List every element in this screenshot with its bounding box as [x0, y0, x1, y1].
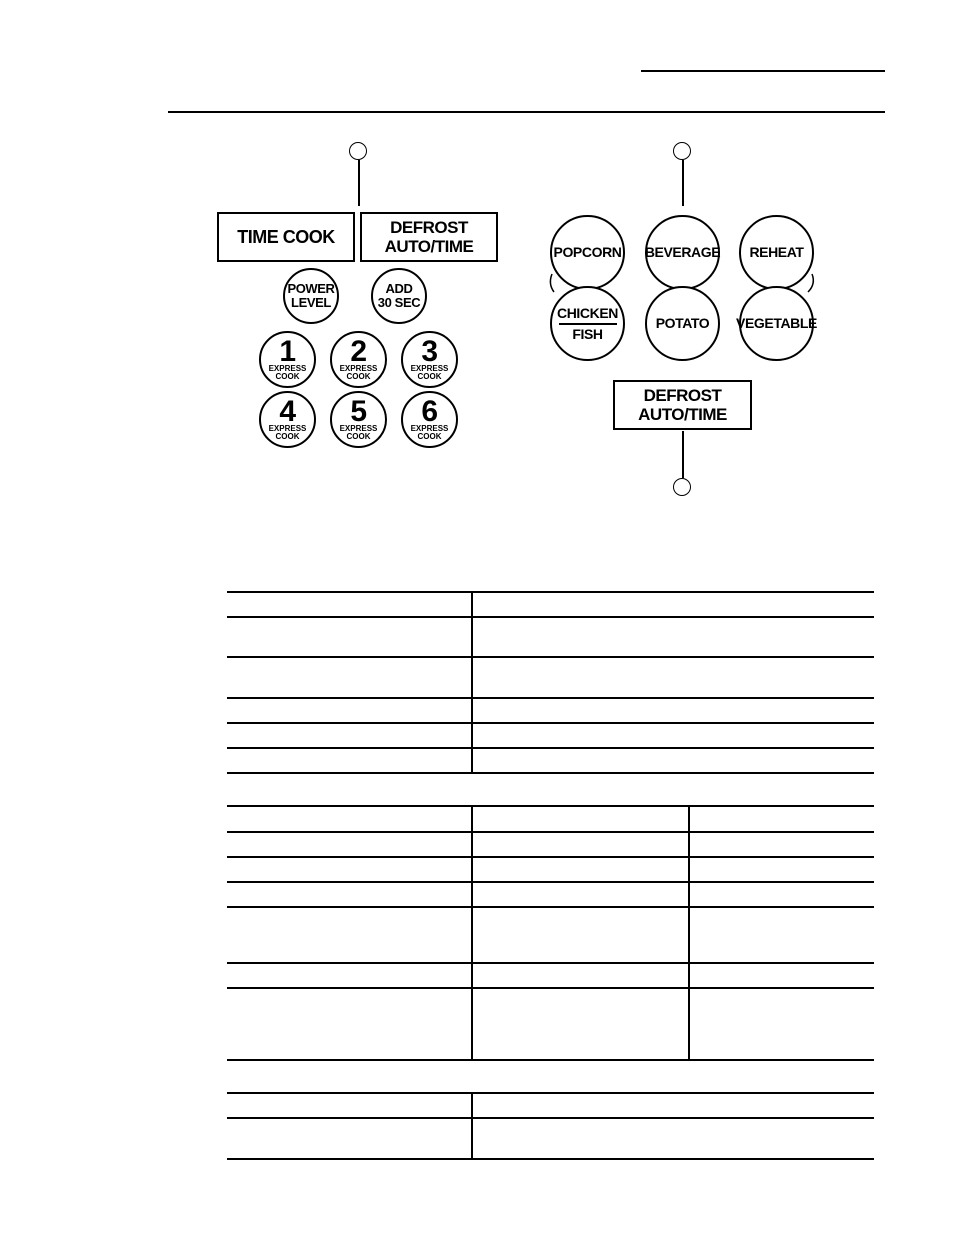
callout-circle-right-bottom	[673, 478, 691, 496]
table-rule	[227, 906, 874, 908]
table-rule	[227, 856, 874, 858]
table-rule	[227, 805, 874, 807]
add-30-sec-line1: ADD	[385, 281, 413, 296]
table-rule	[227, 656, 874, 658]
defrost-label-line2: AUTO/TIME	[384, 237, 474, 256]
table-rule	[227, 697, 874, 699]
reheat-label: REHEAT	[749, 244, 804, 260]
popcorn-label: POPCORN	[553, 244, 622, 260]
fish-label: FISH	[572, 325, 603, 342]
popcorn-button[interactable]	[550, 215, 625, 290]
table-rule	[227, 962, 874, 964]
table-rule	[227, 591, 874, 593]
power-level-line2: LEVEL	[291, 295, 331, 310]
time-cook-button[interactable]	[217, 212, 355, 262]
callout-leader-right-bottom	[682, 431, 684, 478]
defrost-label-line1: DEFROST	[643, 386, 722, 405]
beverage-label: BEVERAGE	[644, 244, 721, 260]
chicken-fish-divider	[559, 323, 617, 325]
express-cook-line2: COOK	[417, 431, 442, 441]
express-cook-line2: COOK	[417, 371, 442, 381]
defrost-auto-time-button-right[interactable]	[613, 380, 752, 430]
express-cook-line2: COOK	[275, 371, 300, 381]
express-cook-line1: EXPRESS	[410, 423, 449, 433]
express-cook-4-button[interactable]	[259, 391, 316, 448]
chicken-label: CHICKEN	[557, 304, 618, 321]
express-cook-6-button[interactable]	[401, 391, 458, 448]
callout-leader-right-top	[682, 160, 684, 206]
callout-leader-left	[358, 160, 360, 206]
express-cook-5-button[interactable]	[330, 391, 387, 448]
table-rule	[227, 1117, 874, 1119]
power-level-line1: POWER	[287, 281, 335, 296]
express-cook-3-button[interactable]	[401, 331, 458, 388]
express-cook-line1: EXPRESS	[268, 363, 307, 373]
express-cook-number: 3	[421, 334, 438, 368]
table-rule	[227, 722, 874, 724]
table-rule	[227, 881, 874, 883]
chicken-fish-button[interactable]	[550, 286, 625, 361]
time-cook-label: TIME COOK	[237, 226, 335, 247]
table-col-divider	[471, 805, 473, 1059]
table-rule	[227, 772, 874, 774]
express-cook-number: 6	[421, 394, 438, 428]
header-rule	[168, 111, 885, 113]
table-rule	[227, 1092, 874, 1094]
table-rule	[227, 987, 874, 989]
express-cook-line1: EXPRESS	[410, 363, 449, 373]
table-rule	[227, 831, 874, 833]
express-cook-number: 2	[350, 334, 367, 368]
express-cook-line1: EXPRESS	[339, 423, 378, 433]
power-level-button[interactable]	[283, 268, 339, 324]
table-rule	[227, 616, 874, 618]
defrost-label-line2: AUTO/TIME	[638, 405, 727, 424]
vegetable-label: VEGETABLE	[736, 315, 817, 331]
express-cook-number: 1	[279, 334, 296, 368]
express-cook-line2: COOK	[346, 371, 371, 381]
table-col-divider	[471, 591, 473, 772]
express-cook-number: 4	[279, 394, 296, 428]
defrost-auto-time-button[interactable]	[360, 212, 498, 262]
callout-circle-right-top	[673, 142, 691, 160]
table-col-divider	[471, 1092, 473, 1158]
express-cook-line2: COOK	[346, 431, 371, 441]
table-col-divider	[688, 805, 690, 1059]
express-cook-line2: COOK	[275, 431, 300, 441]
beverage-button[interactable]	[645, 215, 720, 290]
defrost-label-line1: DEFROST	[390, 218, 468, 237]
header-short-rule	[641, 70, 885, 72]
express-cook-line1: EXPRESS	[268, 423, 307, 433]
express-cook-1-button[interactable]	[259, 331, 316, 388]
potato-label: POTATO	[655, 315, 710, 331]
express-cook-line1: EXPRESS	[339, 363, 378, 373]
table-rule	[227, 747, 874, 749]
express-cook-number: 5	[350, 394, 367, 428]
vegetable-button[interactable]	[736, 286, 817, 361]
table-rule	[227, 1059, 874, 1061]
add-30-sec-button[interactable]	[371, 268, 427, 324]
potato-button[interactable]	[645, 286, 720, 361]
callout-circle-left	[349, 142, 367, 160]
reheat-button[interactable]	[739, 215, 814, 290]
express-cook-2-button[interactable]	[330, 331, 387, 388]
add-30-sec-line2: 30 SEC	[377, 295, 421, 310]
table-rule	[227, 1158, 874, 1160]
